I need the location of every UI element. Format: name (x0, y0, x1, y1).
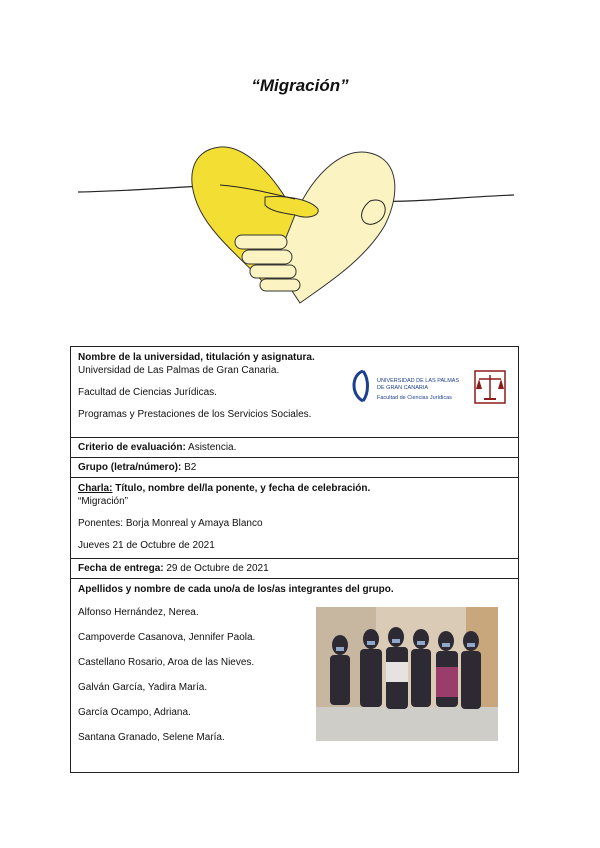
member-name: Santana Granado, Selene María. (78, 732, 225, 743)
university-heading: Nombre de la universidad, titulación y asignatura. (78, 352, 315, 363)
member-name: Galván García, Yadira María. (78, 682, 208, 693)
svg-text:DE GRAN CANARIA: DE GRAN CANARIA (377, 385, 429, 391)
member-name: Campoverde Casanova, Jennifer Paola. (78, 632, 256, 643)
member-name: Alfonso Hernández, Nerea. (78, 607, 199, 618)
members-heading: Apellidos y nombre de cada uno/a de los/as integrantes del grupo. (78, 584, 394, 595)
charla-heading: Título, nombre del/la ponente, y fecha de celebración. (112, 483, 371, 494)
talk-title: “Migración” (78, 496, 129, 507)
criterio-cell (71, 438, 519, 458)
ulpgc-logo (349, 365, 461, 411)
entrega-cell (71, 559, 519, 579)
info-table (70, 346, 519, 773)
entrega-label: Fecha de entrega: (78, 563, 164, 574)
heart-handshake-illustration (70, 125, 520, 315)
member-name: García Ocampo, Adriana. (78, 707, 191, 718)
grupo-value: B2 (181, 462, 197, 473)
svg-text:Facultad de Ciencias Jurídicas: Facultad de Ciencias Jurídicas (377, 395, 452, 401)
charla-label: Charla: (78, 483, 113, 494)
svg-text:UNIVERSIDAD DE LAS PALMAS: UNIVERSIDAD DE LAS PALMAS (377, 378, 460, 384)
entrega-value: 29 de Octubre de 2021 (163, 563, 269, 574)
member-name: Castellano Rosario, Aroa de las Nieves. (78, 657, 255, 668)
criterio-label: Criterio de evaluación: (78, 442, 186, 453)
justice-scale-logo (473, 367, 507, 407)
grupo-cell (71, 458, 519, 478)
speakers: Ponentes: Borja Monreal y Amaya Blanco (78, 518, 263, 529)
charla-cell (71, 478, 519, 559)
grupo-label: Grupo (letra/número): (78, 462, 182, 473)
group-photo (316, 607, 498, 741)
talk-date: Jueves 21 de Octubre de 2021 (78, 540, 215, 551)
document-title: “Migración” (251, 76, 349, 95)
university-cell (71, 347, 519, 438)
university-name: Universidad de Las Palmas de Gran Canaria. (78, 365, 280, 376)
criterio-value: Asistencia. (185, 442, 237, 453)
faculty-name: Facultad de Ciencias Jurídicas. (78, 387, 217, 398)
subject-name: Programas y Prestaciones de los Servicios Sociales. (78, 409, 312, 420)
members-cell (71, 579, 519, 773)
